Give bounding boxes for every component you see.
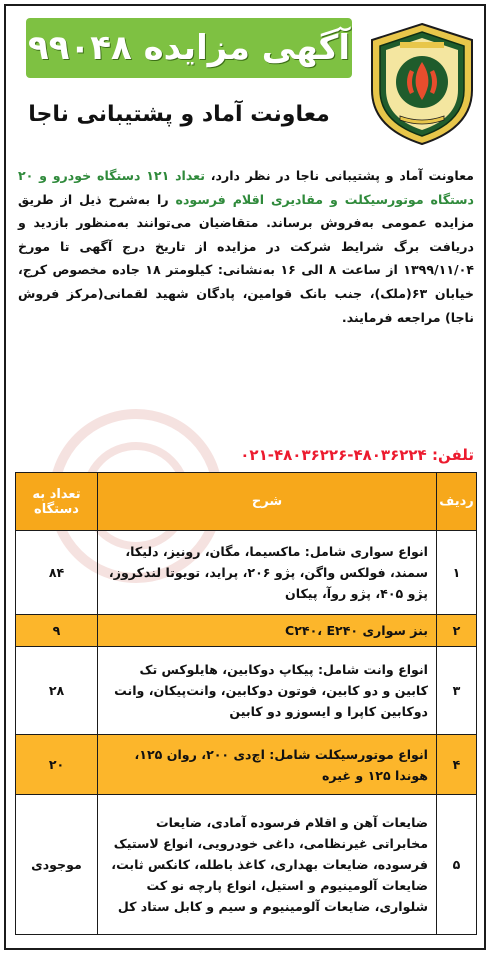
row-description: ضایعات آهن و اقلام فرسوده آمادی، ضایعات مخابراتی غیرنظامی، داغی خودرویی، انواع لاستیک فرسوده، ضایعات بهداری، کاغذ باطله، کانکس ثابت، ضایعات آلومینیوم و استیل، انواع پارچه نو کت شلواری، ضایعات آلومینیوم و سیم و کابل ستاد کل [98,795,437,935]
items-table [15,472,477,935]
body-intro: معاونت آماد و پشتیبانی ناجا در نظر دارد، [210,168,474,183]
table-row [16,531,477,615]
body-highlight: تعداد ۱۲۱ دستگاه خودرو و ۲۰ دستگاه موتورسیکلت و مقادیری اقلام فرسوده [18,168,475,207]
table-row [16,795,477,935]
row-number: ۲ [437,615,477,647]
body-details: را به‌شرح ذیل از طریق مزایده عمومی به‌فروش برساند. متقاضیان می‌توانند به‌منظور بازدید و دریافت برگ شرایط شرکت در مزایده از تاریخ درج آگهی تا مورخ ۱۳۹۹/۱۱/۰۴ از ساعت ۸ الی ۱۶ به‌نشانی: کیلومتر ۱۸ جاده مخصوص کرج، خیابان ۶۳(ملک)، جنب بانک قوامین، پادگان شهید لقمانی(مرکز فروش ناجا) مراجعه فرمایند. [18,191,474,325]
row-description: بنز سواری C۲۴۰، E۲۴۰ [98,615,437,647]
row-description: انواع وانت شامل: پیکاپ دوکابین، هایلوکس تک کابین و دو کابین، فوتون دوکابین، وانت‌پیکان، وانت دوکابین کاپرا و ایسوزو دو کابین [98,647,437,735]
row-quantity: ۲۸ [16,647,98,735]
row-quantity: ۸۴ [16,531,98,615]
row-number: ۴ [437,735,477,795]
row-quantity: موجودی [16,795,98,935]
row-number: ۳ [437,647,477,735]
header-quantity: تعداد به دستگاه [16,473,98,531]
row-quantity: ۲۰ [16,735,98,795]
auction-notice [4,4,486,950]
notice-title: آگهی مزایده ۹۹۰۴۸ [27,28,351,68]
row-description: انواع موتورسیکلت شامل: اچ‌دی ۲۰۰، روان ۱۲۵، هوندا ۱۲۵ و غیره [98,735,437,795]
header-description: شرح [98,473,437,531]
header [6,6,484,156]
row-quantity: ۹ [16,615,98,647]
phone-number: تلفن: ۴۸۰۳۶۲۲۴-۴۸۰۳۶۲۲۶-۰۲۱ [240,446,474,464]
row-number: ۱ [437,531,477,615]
table-row [16,735,477,795]
table-header-row [16,473,477,531]
table-row [16,647,477,735]
organization-name: معاونت آماد و پشتیبانی ناجا [28,102,330,127]
table-row [16,615,477,647]
row-description: انواع سواری شامل: ماکسیما، مگان، رونیز، دلیکا، سمند، فولکس واگن، پژو ۲۰۶، پراید، تویوتا لندکروز، پژو ۴۰۵، پژو روآ، پیکان [98,531,437,615]
notice-body [18,164,474,329]
police-emblem-icon [366,20,478,148]
header-row-number: ردیف [437,473,477,531]
row-number: ۵ [437,795,477,935]
title-banner [26,18,352,78]
